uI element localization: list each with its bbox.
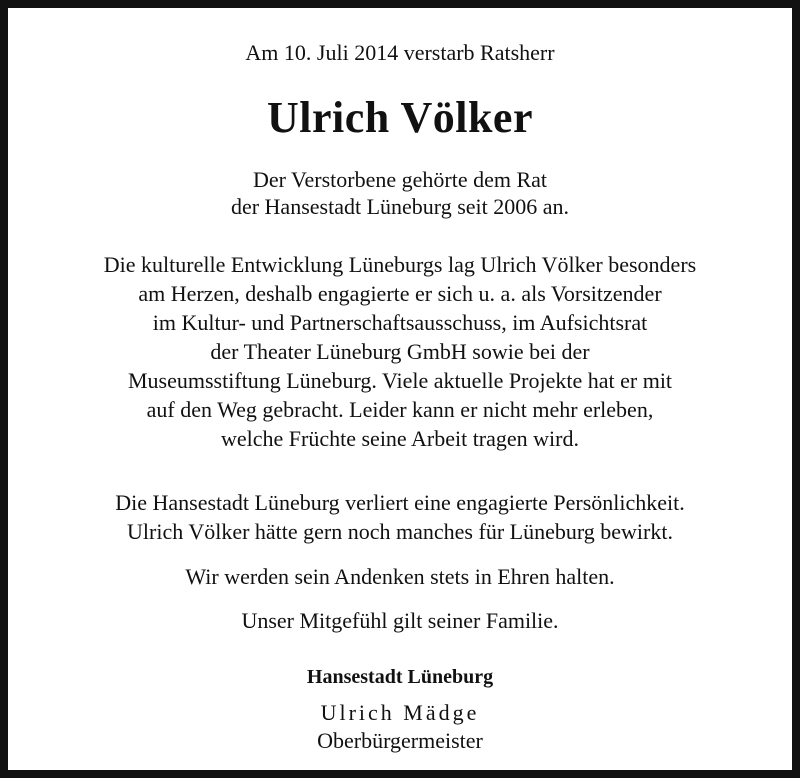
text-line: der Theater Lüneburg GmbH sowie bei der [210, 339, 590, 364]
paragraph-condolence: Unser Mitgefühl gilt seiner Familie. [241, 608, 559, 633]
paragraph-memory: Wir werden sein Andenken stets in Ehren halten. [185, 564, 615, 589]
text-line: Der Verstorbene gehörte dem Rat [252, 167, 548, 192]
text-line: der Hansestadt Lüneburg seit 2006 an. [230, 194, 570, 219]
notice-content [16, 16, 784, 762]
text-line: Museumsstiftung Lüneburg. Viele aktuelle Projekte hat er mit [127, 368, 673, 393]
paragraph-loss [16, 488, 784, 546]
text-line: am Herzen, deshalb engagierte er sich u. a. als Vorsitzender [138, 281, 662, 306]
intro-line: Am 10. Juli 2014 verstarb Ratsherr [245, 40, 555, 65]
signer-name: Ulrich Mädge [320, 700, 480, 725]
deceased-name: Ulrich Völker [267, 93, 533, 142]
text-line: Die Hansestadt Lüneburg verliert eine engagierte Persönlichkeit. [115, 490, 685, 515]
paragraph-culture [16, 250, 784, 453]
signer-title: Oberbürgermeister [317, 728, 483, 753]
text-line: welche Früchte seine Arbeit tragen wird. [221, 426, 579, 451]
paragraph-council [16, 166, 784, 220]
text-line: im Kultur- und Partnerschaftsausschuss, im Aufsichtsrat [152, 310, 648, 335]
organization-name: Hansestadt Lüneburg [306, 666, 494, 688]
text-line: auf den Weg gebracht. Leider kann er nicht mehr erleben, [146, 397, 654, 422]
text-line: Die kulturelle Entwicklung Lüneburgs lag Ulrich Völker besonders [103, 252, 697, 277]
text-line: Ulrich Völker hätte gern noch manches für Lüneburg bewirkt. [127, 519, 673, 544]
